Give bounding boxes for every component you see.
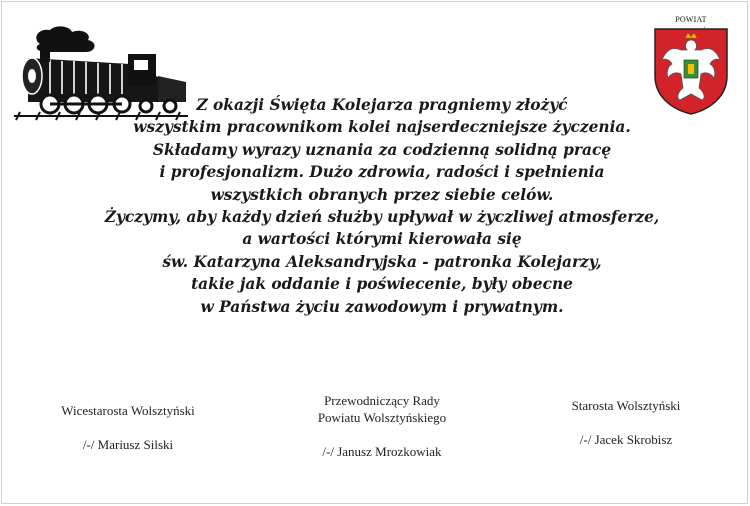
signature-right [540,397,712,448]
message-line: w Państwa życiu zawodowym i prywatnym. [200,297,564,316]
message-line: wszystkich obranych przez siebie celów. [210,185,554,204]
signature-middle [292,392,472,460]
message-line: Składamy wyrazy uznania za codzienną solidną pracę [152,140,612,159]
message-line: takie jak oddanie i poświecenie, były obecne [191,275,573,294]
signature-role-line1: Przewodniczący Rady [324,393,440,408]
greeting-message [62,94,702,318]
signature-role: Wicestarosta Wolsztyński [61,403,195,418]
signature-left [42,402,214,453]
message-line: Z okazji Święta Kolejarza pragniemy złożyć [196,96,568,114]
greeting-card [1,1,748,504]
message-line: Życzymy, aby każdy dzień służby upływał w życzliwej atmosferze, [104,208,660,227]
message-line: św. Katarzyna Aleksandryjska - patronka Kolejarzy, [162,252,602,271]
signature-role: Starosta Wolsztyński [571,398,681,413]
signature-name: /-/ Jacek Skrobisz [579,432,673,447]
message-line: a wartości którymi kierowała się [242,230,522,249]
message-line: i profesjonalizm. Dużo zdrowia, radości i spełnienia [159,163,605,182]
message-line: wszystkim pracownikom kolei najserdeczniejsze życzenia. [133,118,631,137]
signature-role-line2: Powiatu Wolsztyńskiego [317,410,447,425]
crest-caption: POWIAT [675,15,707,24]
signature-name: /-/ Janusz Mrozkowiak [322,444,442,459]
signature-name: /-/ Mariusz Silski [82,437,174,452]
